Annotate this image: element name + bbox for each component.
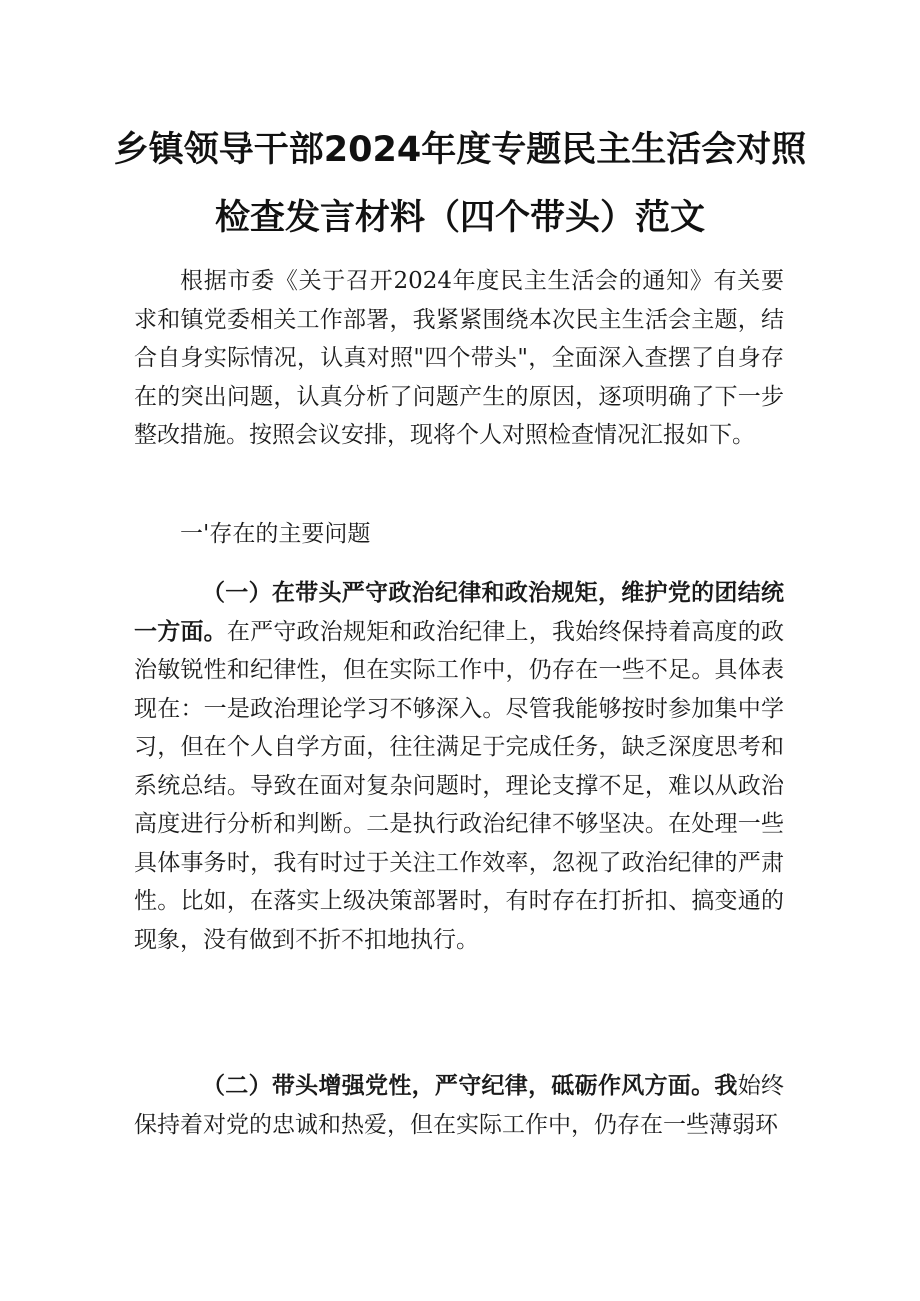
document-title-line-2: 检查发言材料（四个带头）范文: [214, 198, 705, 238]
item-1-paragraph: [134, 574, 784, 959]
item-1-body: 在严守政治规矩和政治纪律上，我始终保持着高度的政治敏锐性和纪律性，但在实际工作中，仍存在一些不足。具体表现在：一是政治理论学习不够深入。尽管我能够按时参加集中学习，但在个人自学方面，往往满足于完成任务，缺乏深度思考和系统总结。导致在面对复杂问题时，理论支撑不足，难以从政治高度进行分析和判断。二是执行政治纪律不够坚决。在处理一些具体事务时，我有时过于关注工作效率，忽视了政治纪律的严肃性。比如，在落实上级决策部署时，有时存在打折扣、搞变通的现象，没有做到不折不扣地执行。: [134, 618, 785, 953]
document-title-line-1: 乡镇领导干部2024年度专题民主生活会对照: [113, 130, 807, 170]
section-heading-main-problems: 一'存在的主要问题: [180, 521, 371, 547]
item-2-heading: （二）带头增强党性，严守纪律，砥砺作风方面。我: [202, 1072, 738, 1099]
item-1-heading: （一）在带头严守政治纪律和政治规矩，维护党的团结统一方面。: [134, 579, 784, 645]
intro-paragraph: 根据市委《关于召开2024年度民主生活会的通知》有关要求和镇党委相关工作部署，我紧紧围绕本次民主生活会主题，结合自身实际情况，认真对照"四个带头"，全面深入查摆了自身存在的突出问题，认真分析了问题产生的原因，逐项明确了下一步整改措施。按照会议安排，现将个人对照检查情况汇报如下。: [134, 268, 784, 448]
item-2-body: 始终保持着对党的忠诚和热爱，但在实际工作中，仍存在一些薄弱环: [134, 1073, 785, 1138]
item-2-paragraph: [134, 1067, 784, 1144]
